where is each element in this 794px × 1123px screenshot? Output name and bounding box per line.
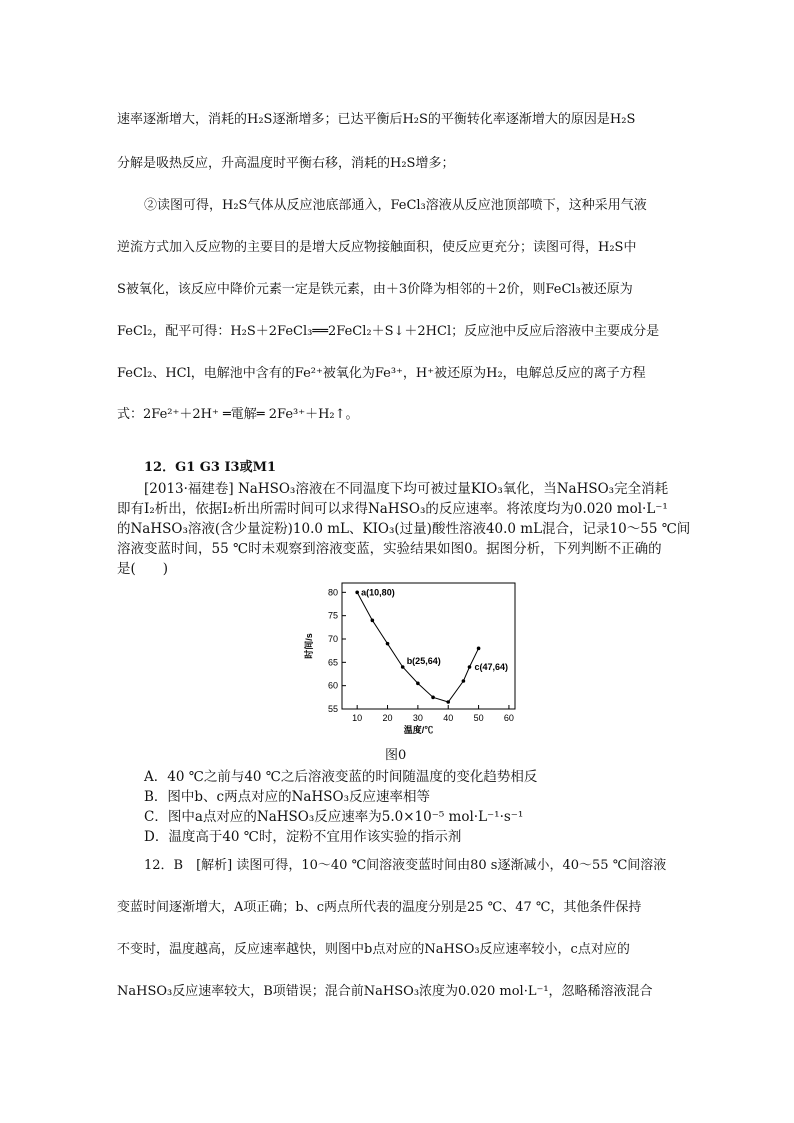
data-point bbox=[416, 682, 420, 686]
text-line: FeCl₂、HCl，电解池中含有的Fe²⁺被氧化为Fe³⁺，H⁺被还原为H₂，电解总反应的离子方程 bbox=[117, 366, 646, 381]
y-tick-label: 80 bbox=[327, 587, 338, 598]
figure-caption: 图0 bbox=[385, 748, 407, 763]
x-tick-label: 20 bbox=[382, 713, 393, 723]
y-tick-label: 55 bbox=[327, 704, 338, 714]
answer-line: 变蓝时间逐渐增大，A项正确；b、c两点所代表的温度分别是25 ℃、47 ℃，其他条件保持 bbox=[117, 900, 642, 915]
data-point bbox=[401, 665, 405, 669]
text-line: S被氧化，该反应中降价元素一定是铁元素，由＋3价降为相邻的＋2价，则FeCl₃被还原为 bbox=[117, 282, 633, 297]
y-tick-label: 60 bbox=[327, 680, 338, 691]
x-axis-label: 温度/℃ bbox=[403, 725, 434, 735]
question-line: 溶液变蓝时间，55 ℃时未观察到溶液变蓝，实验结果如图0。据图分析，下列判断不正确的 bbox=[117, 541, 662, 557]
data-point bbox=[431, 696, 435, 700]
data-point bbox=[477, 647, 481, 651]
text-line: FeCl₂，配平可得：H₂S＋2FeCl₃══2FeCl₂＋S↓＋2HCl；反应池中反应后溶液中主要成分是 bbox=[117, 324, 660, 339]
text-line: 速率逐渐增大，消耗的H₂S逐渐增多；已达平衡后H₂S的平衡转化率逐渐增大的原因是H₂S bbox=[117, 112, 636, 127]
option-a: A．40 ℃之前与40 ℃之后溶液变蓝的时间随温度的变化趋势相反 bbox=[144, 769, 538, 785]
y-tick-label: 65 bbox=[327, 657, 338, 668]
y-axis-label: 时间/s bbox=[304, 633, 314, 659]
point-annotation: b(25,64) bbox=[406, 656, 441, 666]
temperature-time-chart bbox=[300, 575, 520, 745]
data-point bbox=[355, 591, 359, 595]
data-point bbox=[462, 679, 466, 683]
text-line: ②读图可得，H₂S气体从反应池底部通入，FeCl₃溶液从反应池顶部喷下，这种采用气液 bbox=[144, 198, 647, 213]
x-tick-label: 30 bbox=[412, 713, 423, 723]
chart-marks bbox=[355, 587, 508, 703]
x-tick-label: 40 bbox=[443, 713, 454, 723]
series-line bbox=[357, 592, 478, 702]
text-line: 式：2Fe²⁺＋2H⁺ ═電解═ 2Fe³⁺＋H₂↑。 bbox=[117, 407, 359, 422]
data-point bbox=[386, 642, 390, 646]
question-line: 的NaHSO₃溶液(含少量淀粉)10.0 mL、KIO₃(过量)酸性溶液40.0 mL混合，记录10～55 ℃间 bbox=[117, 521, 691, 537]
data-point bbox=[446, 700, 450, 704]
plot-frame bbox=[342, 583, 515, 709]
text-line: 分解是吸热反应，升高温度时平衡右移，消耗的H₂S增多； bbox=[117, 156, 455, 171]
data-point bbox=[371, 619, 375, 623]
x-tick-label: 50 bbox=[473, 713, 484, 723]
point-annotation: a(10,80) bbox=[361, 587, 395, 598]
option-c: C．图中a点对应的NaHSO₃反应速率为5.0×10⁻⁵ mol·L⁻¹·s⁻¹ bbox=[144, 809, 524, 825]
x-tick-label: 60 bbox=[503, 713, 514, 723]
text-line: 逆流方式加入反应物的主要目的是增大反应物接触面积，使反应更充分；读图可得，H₂S中 bbox=[117, 240, 637, 255]
y-tick-label: 75 bbox=[327, 610, 338, 621]
answer-line: NaHSO₃反应速率较大，B项错误；混合前NaHSO₃浓度为0.020 mol·L⁻¹，忽略稀溶液混合 bbox=[117, 984, 653, 999]
question-line: 即有I₂析出，依据I₂析出所需时间可以求得NaHSO₃的反应速率。将浓度均为0.020 mol·L⁻¹ bbox=[117, 501, 668, 517]
option-d: D．温度高于40 ℃时，淀粉不宜用作该实验的指示剂 bbox=[144, 829, 462, 845]
question-header: 12．G1 G3 I3或M1 bbox=[144, 460, 276, 475]
answer-line: 不变时，温度越高，反应速率越快，则图中b点对应的NaHSO₃反应速率较小，c点对应的 bbox=[117, 942, 630, 957]
answer-line: 12．B [解析] 读图可得，10～40 ℃间溶液变蓝时间由80 s逐渐减小，40～55 ℃间溶液 bbox=[144, 858, 667, 873]
data-point bbox=[468, 665, 472, 669]
question-line: 是( ) bbox=[117, 561, 169, 577]
x-tick-label: 10 bbox=[352, 713, 363, 723]
option-b: B．图中b、c两点对应的NaHSO₃反应速率相等 bbox=[144, 789, 430, 805]
question-line: [2013·福建卷] NaHSO₃溶液在不同温度下均可被过量KIO₃氧化，当NaHSO₃完全消耗 bbox=[144, 481, 669, 497]
point-annotation: c(47,64) bbox=[474, 662, 509, 672]
y-tick-label: 70 bbox=[327, 634, 338, 644]
